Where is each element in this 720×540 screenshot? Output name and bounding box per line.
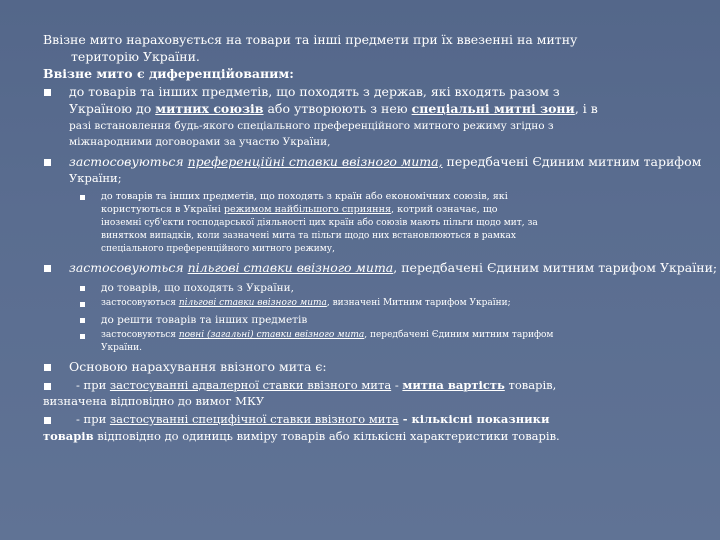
sub-bullet-5-line-1 xyxy=(101,331,553,340)
goods-term: товарів xyxy=(43,429,94,443)
bullet-2-line-1 xyxy=(69,156,701,169)
intro-heading: Ввізне мито є диференційованим: xyxy=(43,66,294,81)
intro-line-2: територію України. xyxy=(71,49,200,64)
bullet-6-text: - при xyxy=(76,412,110,426)
mfn-regime-term: режимом найбільшого сприяння xyxy=(223,204,392,215)
reduced-rates-term: пільгові ставки ввізного мита xyxy=(178,298,327,308)
sub-bullet-1-text: користуються в Україні xyxy=(101,204,224,215)
sub-bullet-1-line-3: іноземні суб'єкти господарської діяльності цих країн або союзів мають пільги щодо мит, за xyxy=(101,218,538,228)
reduced-rates-term: пільгові ставки ввізного мита xyxy=(187,260,394,275)
bullet-5-text: - при xyxy=(76,378,110,392)
bullet-1-line-3: разі встановлення будь-якого спеціального преференційного митного режиму згідно з xyxy=(69,120,554,132)
bullet-square-icon xyxy=(44,89,51,96)
bullet-6-line-2 xyxy=(43,431,560,443)
special-customs-zones-term: спеціальні митні зони xyxy=(411,101,575,116)
preferential-rates-term: преференційні ставки ввізного мита, xyxy=(187,154,443,169)
bullet-6-line-1 xyxy=(76,414,550,426)
customs-value-term: митна вартість xyxy=(402,378,505,392)
bullet-1-text: , і в xyxy=(574,101,598,116)
sub-bullet-1-line-5: спеціального преференційного митного режиму, xyxy=(101,244,335,254)
sub-bullet-2: до товарів, що походять з України, xyxy=(101,282,294,294)
bullet-square-icon xyxy=(44,159,51,166)
bullet-square-icon xyxy=(44,364,51,371)
sub-bullet-1-line-1: до товарів та інших предметів, що походять з країн або економічних союзів, які xyxy=(101,191,508,202)
bullet-square-icon xyxy=(44,417,51,424)
bullet-3-text: , передбачені Єдиним митним тарифом України; xyxy=(393,260,718,275)
sub-bullet-square-icon xyxy=(80,334,85,339)
sub-bullet-1-line-4: винятком випадків, коли зазначені мита та пільги щодо них встановлюються в рамках xyxy=(101,231,516,241)
sub-bullet-square-icon xyxy=(80,286,85,291)
bullet-4: Основою нарахування ввізного мита є: xyxy=(69,359,327,374)
sub-bullet-5-text: , передбачені Єдиним митним тарифом xyxy=(364,330,554,340)
bullet-1-line-2 xyxy=(69,103,598,116)
bullet-1-text: або утворюють з нею xyxy=(263,101,412,116)
sub-bullet-3-text: застосовуються xyxy=(101,298,179,308)
bullet-6-text: - кількісні показники xyxy=(398,412,550,426)
sub-bullet-1-line-2 xyxy=(101,205,498,215)
intro-line-1: Ввізне мито нараховується на товари та інші предмети при їх ввезенні на митну xyxy=(43,32,578,47)
bullet-5-line-1 xyxy=(76,380,556,392)
bullet-3-line-1 xyxy=(69,262,717,275)
sub-bullet-square-icon xyxy=(80,302,85,307)
bullet-6-text: відповідно до одиниць виміру товарів або кількісні характеристики товарів. xyxy=(93,429,560,443)
ad-valorem-rate-term: застосуванні адвалерної ставки ввізного мита xyxy=(109,378,392,392)
bullet-2-text: передбачені Єдиним митним тарифом xyxy=(442,154,702,169)
sub-bullet-3 xyxy=(101,299,511,308)
bullet-1-line-4: міжнародними договорами за участю України, xyxy=(69,136,331,148)
customs-unions-term: митних союзів xyxy=(155,101,264,116)
bullet-square-icon xyxy=(44,383,51,390)
sub-bullet-5-text: застосовуються xyxy=(101,330,179,340)
sub-bullet-5-line-2: України. xyxy=(101,343,142,353)
bullet-1-text: Україною до xyxy=(69,101,156,116)
bullet-2-text: застосовуються xyxy=(69,154,188,169)
bullet-2-line-2: України; xyxy=(69,171,122,185)
sub-bullet-square-icon xyxy=(80,318,85,323)
bullet-1-line-1: до товарів та інших предметів, що походять з держав, які входять разом з xyxy=(69,84,560,99)
bullet-3-text: застосовуються xyxy=(69,260,188,275)
specific-rate-term: застосуванні специфічної ставки ввізного мита xyxy=(109,412,399,426)
full-rates-term: повні (загальні) ставки ввізного мита xyxy=(178,330,365,340)
sub-bullet-1-text: , котрий означає, що xyxy=(391,204,498,215)
bullet-square-icon xyxy=(44,265,51,272)
sub-bullet-3-text: , визначені Митним тарифом України; xyxy=(326,298,511,308)
bullet-5-line-2: визначена відповідно до вимог МКУ xyxy=(43,394,265,408)
bullet-5-text: товарів, xyxy=(504,378,557,392)
sub-bullet-square-icon xyxy=(80,195,85,200)
bullet-5-text: - xyxy=(391,378,403,392)
sub-bullet-4: до решти товарів та інших предметів xyxy=(101,314,308,326)
